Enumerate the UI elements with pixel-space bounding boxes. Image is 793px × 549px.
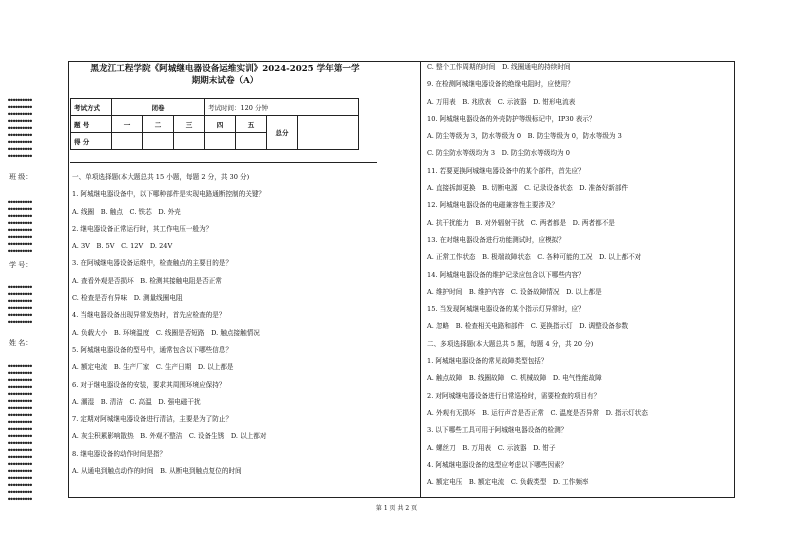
question-line: 11. 若要更换阿城继电器设备中的某个部件，首先应？ xyxy=(427,166,585,175)
option-line: A. 线圈 B. 触点 C. 铁芯 D. 外壳 xyxy=(72,207,181,216)
question-line: 1. 阿城继电器设备的常见故障类型包括？ xyxy=(427,357,548,366)
dotted-line-2: ●●●●●●●●●● ●●●●●●●●●● ●●●●●●●●●● ●●●●●●●●●● ●●●●●●●●●● ●●●●●●●●●● ●●●●●●●●●● ●●●●●●●●●● xyxy=(8,199,33,253)
question-line: 4. 当继电器设备出现异常发热时，首先应检查的是？ xyxy=(72,311,226,320)
student-id-label: 学 号： xyxy=(9,261,33,269)
option-line: A. 触点故障 B. 线圈故障 C. 机械故障 D. 电气性能故障 xyxy=(427,374,602,383)
question-line: 5. 阿城继电器设备的型号中，通常包含以下哪些信息？ xyxy=(72,345,233,354)
left-column xyxy=(72,171,418,482)
question-line: 13. 在对继电器设备进行功能测试时，应模拟？ xyxy=(427,235,565,244)
name-label: 姓 名： xyxy=(9,339,33,347)
option-line: C. 检查是否有异味 D. 测量线圈电阻 xyxy=(72,294,183,303)
score-cell-2[interactable] xyxy=(143,133,174,150)
col-header-1: 一 xyxy=(112,116,143,133)
right-column xyxy=(427,61,733,493)
question-line: 3. 在阿城继电器设备运维中，检查触点的主要目的是？ xyxy=(72,259,233,268)
exam-title-line2: 期期末试卷（A） xyxy=(191,76,259,86)
question-line: 10. 阿城继电器设备的外壳防护等级标记中，IP30 表示？ xyxy=(427,114,596,123)
col-header-5: 五 xyxy=(236,116,267,133)
score-cell-5[interactable] xyxy=(236,133,267,150)
dotted-line-4: ●●●●●●●●●● ●●●●●●●●●● ●●●●●●●●●● ●●●●●●●●●● ●●●●●●●●●● ●●●●●●●●●● ●●●●●●●●●● ●●●●●●●●●● ●●●●●●●●●● ●●●●●●●●●● ●●●●●●●●●● ●●●●●●●●●● ●●●●●●●●●● ●●●●●●●●●● ●●●●●●●●●● ●●●●●●●●●● ●●●●●●●●●● ●●●●●●●●●● ●●●●●●●●●● ●●●●●●●●●● xyxy=(8,363,33,501)
dotted-line-3: ●●●●●●●●●● ●●●●●●●●●● ●●●●●●●●●● ●●●●●●●●●● ●●●●●●●●●● ●●●●●●●●●● xyxy=(8,284,33,324)
option-line: A. 正常工作状态 B. 极端故障状态 C. 各种可能的工况 D. 以上都不对 xyxy=(427,253,642,262)
page-number: 第 1 页 共 2 页 xyxy=(375,505,418,512)
question-line: 3. 以下哪些工具可用于阿城继电器设备的检测？ xyxy=(427,426,568,435)
question-line: 14. 阿城继电器设备的维护记录应包含以下哪些内容？ xyxy=(427,270,585,279)
exam-mode-label: 考试方式 xyxy=(71,99,112,116)
question-line: 2. 继电器设备正常运行时，其工作电压一般为？ xyxy=(72,224,213,233)
option-line: A. 灰尘积累影响散热 B. 外观不整洁 C. 设备生锈 D. 以上都对 xyxy=(72,432,267,441)
option-line: A. 直接拆卸更换 B. 切断电源 C. 记录设备状态 D. 准备好新部件 xyxy=(427,184,629,193)
score-label: 得 分 xyxy=(71,133,112,150)
column-divider xyxy=(420,61,421,498)
option-line: A. 防尘等级为 3，防水等级为 0 B. 防尘等级为 0，防水等级为 3 xyxy=(427,132,622,141)
exam-title xyxy=(70,63,380,87)
question-line: 1. 阿城继电器设备中，以下哪种部件是实现电路通断控制的关键？ xyxy=(72,190,266,199)
section-heading: 二、多项选择题(本大题总共 5 题，每题 4 分，共 20 分) xyxy=(427,339,594,348)
option-line: C. 整个工作周期的时间 D. 线圈通电的持续时间 xyxy=(427,63,571,71)
question-line: 15. 当发现阿城继电器设备的某个指示灯异常时，应？ xyxy=(427,305,585,314)
option-line: A. 从通电到触点动作的时间 B. 从断电到触点复位的时间 xyxy=(72,467,242,476)
option-line: A. 3V B. 5V C. 12V D. 24V xyxy=(72,242,173,251)
col-header-3: 三 xyxy=(174,116,205,133)
question-line: 7. 定期对阿城继电器设备进行清洁，主要是为了防止？ xyxy=(72,415,233,424)
section-heading: 一、单项选择题(本大题总共 15 小题，每题 2 分，共 30 分) xyxy=(72,173,250,181)
option-line: A. 万用表 B. 兆欧表 C. 示波器 D. 钳形电流表 xyxy=(427,97,576,106)
option-line: A. 忽略 B. 检查相关电路和部件 C. 更换指示灯 D. 调整设备参数 xyxy=(427,322,629,331)
option-line: A. 潮湿 B. 清洁 C. 高温 D. 强电磁干扰 xyxy=(72,397,201,406)
dotted-line-1: ●●●●●●●●●● ●●●●●●●●●● ●●●●●●●●●● ●●●●●●●●●● ●●●●●●●●●● ●●●●●●●●●● ●●●●●●●●●● ●●●●●●●●●● ●●●●●●●●●● xyxy=(8,97,33,158)
question-line: 8. 继电器设备的动作时间是指？ xyxy=(72,449,167,458)
question-line: 9. 在检测阿城继电器设备的绝缘电阻时，应使用？ xyxy=(427,80,574,89)
total-score-cell[interactable] xyxy=(298,116,359,150)
option-line: A. 负载大小 B. 环境温度 C. 线圈是否短路 D. 触点接触情况 xyxy=(72,328,260,337)
question-no-label: 题 号 xyxy=(71,116,112,133)
col-header-2: 二 xyxy=(143,116,174,133)
exam-mode-value: 闭卷 xyxy=(112,99,205,116)
class-label: 班 级： xyxy=(9,173,33,181)
option-line: A. 维护时间 B. 维护内容 C. 设备故障情况 D. 以上都是 xyxy=(427,287,602,296)
exam-title-line1: 黑龙江工程学院《阿城继电器设备运维实训》2024-2025 学年第一学 xyxy=(90,64,360,74)
question-line: 12. 阿城继电器设备的电磁兼容性主要涉及？ xyxy=(427,201,559,210)
question-line: 2. 对阿城继电器设备进行日常巡检时，需要检查的项目有？ xyxy=(427,391,601,400)
option-line: A. 螺丝刀 B. 万用表 C. 示波器 D. 钳子 xyxy=(427,443,556,452)
exam-duration: 考试时间：120 分钟 xyxy=(205,99,359,116)
option-line: C. 防尘防水等级均为 3 D. 防尘防水等级均为 0 xyxy=(427,149,570,158)
option-line: A. 额定电流 B. 生产厂家 C. 生产日期 D. 以上都是 xyxy=(72,363,234,372)
question-line: 6. 对于继电器设备的安装，要求其周围环境应保持？ xyxy=(72,380,226,389)
score-cell-3[interactable] xyxy=(174,133,205,150)
option-line: A. 外观有无损坏 B. 运行声音是否正常 C. 温度是否异常 D. 指示灯状态 xyxy=(427,408,648,417)
col-header-4: 四 xyxy=(205,116,236,133)
score-cell-1[interactable] xyxy=(112,133,143,150)
question-line: 4. 阿城继电器设备的选型应考虑以下哪些因素？ xyxy=(427,460,568,469)
option-line: A. 查看外观是否损坏 B. 检测其接触电阻是否正常 xyxy=(72,276,222,285)
option-line: A. 抗干扰能力 B. 对外辐射干扰 C. 两者都是 D. 两者都不是 xyxy=(427,218,615,227)
score-table xyxy=(70,98,359,150)
option-line: A. 额定电压 B. 额定电流 C. 负载类型 D. 工作频率 xyxy=(427,478,589,487)
score-cell-4[interactable] xyxy=(205,133,236,150)
section-rule xyxy=(70,162,377,163)
total-label: 总分 xyxy=(267,116,298,150)
